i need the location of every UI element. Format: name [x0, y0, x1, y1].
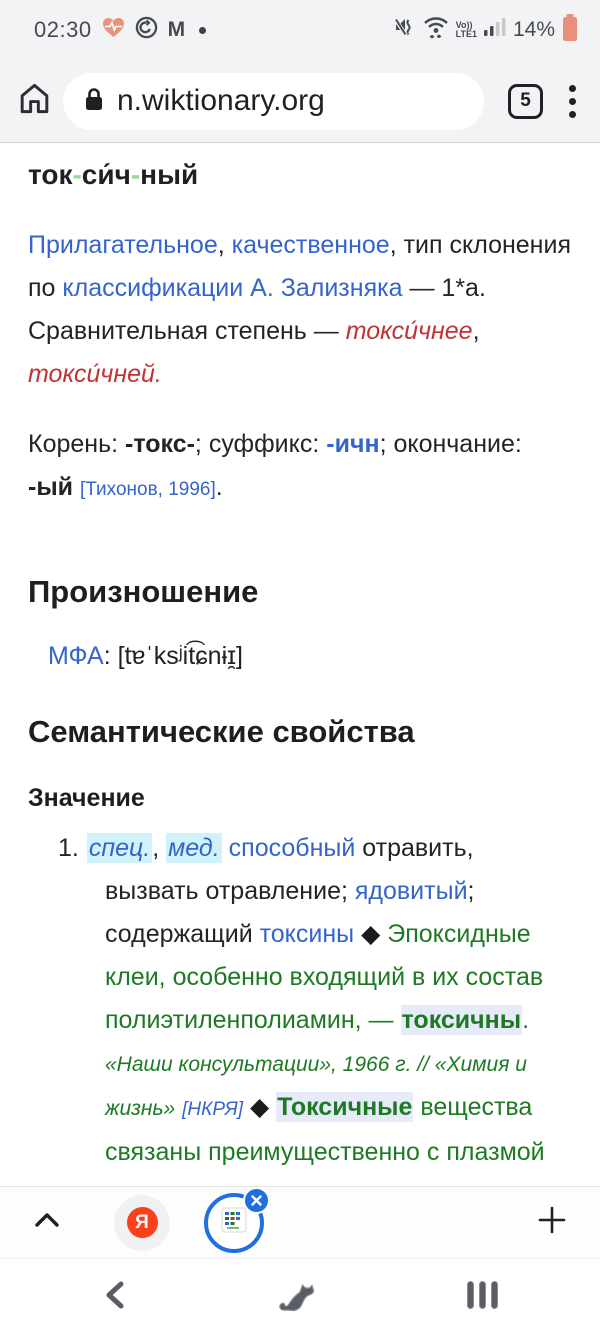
definition-text: спец., мед. способный отравить, вызвать отравление; ядовитый; содержащий токсины ◆ Эпоксидные клеи, особенно входящий в их состав полиэтиленполиамин, — токсичны. «Наши консультации», 1966 г. // «Химия и жизнь» [НКРЯ] ◆ Токсичные вещества связаны преимущественно с плазмой	[88, 834, 545, 1166]
link[interactable]: ядовитый	[354, 877, 468, 905]
definition-number: 1.	[58, 834, 79, 862]
home-button[interactable]	[16, 80, 53, 122]
back-chevron-icon[interactable]	[96, 1273, 134, 1317]
battery-icon	[562, 14, 578, 47]
battery-percent: 14%	[512, 18, 555, 41]
url-text: n.wiktionary.org	[117, 84, 325, 117]
morphology-paragraph: Прилагательное, качественное, тип склонения по классификации А. Зализняка — 1*a. Сравнительная степень — токси́чнее, токси́чней.	[28, 231, 571, 388]
system-nav-bar	[0, 1258, 600, 1331]
recents-icon[interactable]	[461, 1275, 504, 1315]
semantics-heading: Семантические свойства	[28, 714, 415, 749]
status-bar	[0, 0, 600, 60]
link[interactable]: [Тихонов, 1996]	[80, 479, 216, 500]
link[interactable]: Прилагательное	[28, 231, 218, 259]
clock: 02:30	[34, 17, 92, 42]
link[interactable]: [НКРЯ]	[182, 1099, 244, 1120]
headword-hyphenation: ток-си́ч-ный	[28, 159, 199, 190]
pronunciation-heading: Произношение	[28, 574, 259, 609]
network-type-label: Vo)) LTE1	[455, 20, 477, 39]
page-content	[0, 143, 600, 1186]
browser-menu-button[interactable]	[559, 77, 586, 126]
link[interactable]: способный	[228, 834, 356, 862]
morphemes-paragraph: Корень: -токс-; суффикс: -ичн; окончание: -ый [Тихонов, 1996].	[28, 430, 522, 501]
signal-bars-icon	[484, 17, 506, 43]
ipa-line: МФА: [tɐˈksʲit͡ɕnɨɪ̯]	[48, 642, 243, 670]
definition-list	[28, 827, 572, 1174]
yandex-app-icon: Я	[127, 1207, 158, 1238]
tab-count-label: 5	[520, 90, 531, 111]
wifi-icon	[423, 15, 449, 45]
active-tab-circle[interactable]	[204, 1193, 264, 1253]
health-heart-icon	[102, 17, 125, 44]
new-tab-plus-icon[interactable]	[530, 1198, 574, 1247]
mute-vibrate-icon	[392, 15, 416, 45]
tab-switcher-button[interactable]	[508, 84, 543, 119]
link[interactable]: МФА	[48, 642, 104, 670]
link[interactable]: -ичн	[326, 430, 380, 458]
chevron-up-icon[interactable]	[26, 1204, 68, 1241]
link[interactable]: классификации А. Зализняка	[62, 274, 403, 302]
link[interactable]: качественное	[231, 231, 390, 259]
tab-strip	[0, 1186, 600, 1258]
close-tab-badge[interactable]	[243, 1187, 270, 1214]
link[interactable]: мед.	[168, 834, 220, 862]
meaning-heading: Значение	[28, 784, 145, 812]
link[interactable]: токсины	[259, 920, 355, 948]
link[interactable]: спец.	[88, 834, 151, 862]
gmail-icon: M	[167, 18, 186, 41]
wiktionary-tab-favicon	[221, 1207, 247, 1238]
home-cat-icon[interactable]	[272, 1268, 324, 1322]
lock-icon	[83, 86, 105, 117]
notification-dot	[199, 27, 206, 34]
bedtime-mode-icon	[135, 16, 158, 45]
yandex-app-shortcut[interactable]	[114, 1195, 170, 1251]
url-bar[interactable]	[63, 73, 484, 130]
browser-toolbar	[0, 60, 600, 143]
definition-item	[28, 827, 572, 1174]
